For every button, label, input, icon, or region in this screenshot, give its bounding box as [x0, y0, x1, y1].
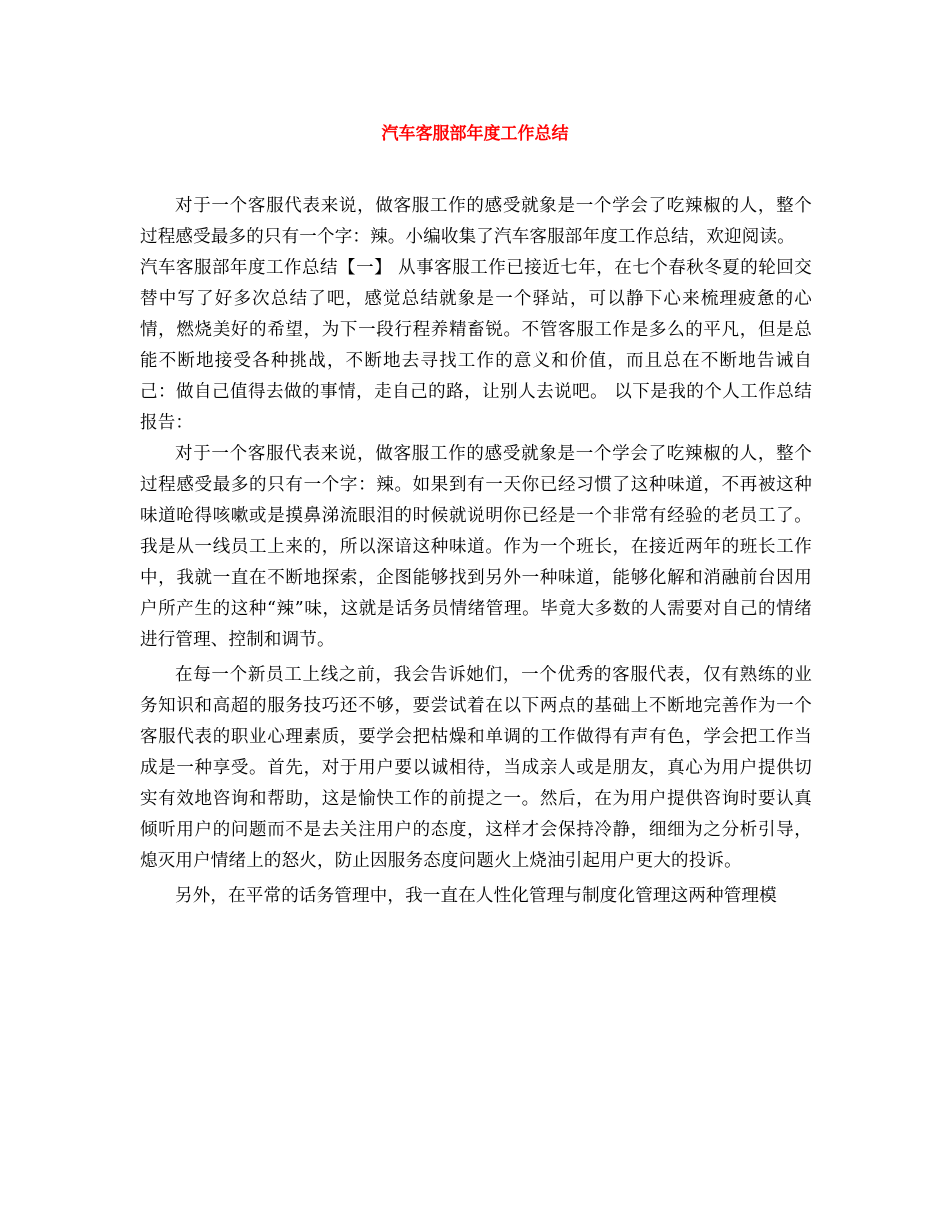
paragraph-spicy: 对于一个客服代表来说，做客服工作的感受就象是一个学会了吃辣椒的人，整个过程感受最多的只有一个字：辣。如果到有一天你已经习惯了这种味道，不再被这种味道呛得咳嗽或是摸鼻涕流眼泪的时候就说明你已经是一个非常有经验的老员工了。我是从一线员工上来的，所以深谙这种味道。作为一个班长，在接近两年的班长工作中，我就一直在不断地探索，企图能够找到另外一种味道，能够化解和消融前台因用户所产生的这种“辣”味，这就是话务员情绪管理。毕竟大多数的人需要对自己的情绪进行管理、控制和调节。: [140, 444, 812, 650]
section-heading: 汽车客服部年度工作总结【一】: [140, 258, 393, 278]
document-body: [140, 191, 812, 912]
section-one-text: 从事客服工作已接近七年，在七个春秋冬夏的轮回交替中写了好多次总结了吧，感觉总结就象是一个驿站，可以静下心来梳理疲惫的心情，燃烧美好的希望，为下一段行程养精畜锐。不管客服工作是多么的平凡，但是总能不断地接受各种挑战，不断地去寻找工作的意义和价值，而且总在不断地告诫自己：做自己值得去做的事情，走自己的路，让别人去说吧。 以下是我的个人工作总结报告：: [140, 258, 812, 433]
paragraph-management: 另外，在平常的话务管理中，我一直在人性化管理与制度化管理这两种管理模: [175, 886, 777, 906]
paragraph-section-one: [140, 253, 812, 439]
paragraph-new-staff: 在每一个新员工上线之前，我会告诉她们，一个优秀的客服代表，仅有熟练的业务知识和高超的服务技巧还不够，要尝试着在以下两点的基础上不断地完善作为一个客服代表的职业心理素质，要学会把枯燥和单调的工作做得有声有色，学会把工作当成是一种享受。首先，对于用户要以诚相待，当成亲人或是朋友，真心为用户提供切实有效地咨询和帮助，这是愉快工作的前提之一。然后，在为用户提供咨询时要认真倾听用户的问题而不是去关注用户的态度，这样才会保持冷静，细细为之分析引导，熄灭用户情绪上的怒火，防止因服务态度问题火上烧油引起用户更大的投诉。: [140, 665, 812, 871]
paragraph-intro: 对于一个客服代表来说，做客服工作的感受就象是一个学会了吃辣椒的人，整个过程感受最多的只有一个字：辣。小编收集了汽车客服部年度工作总结，欢迎阅读。: [140, 196, 812, 247]
document-title: 汽车客服部年度工作总结: [381, 124, 569, 144]
